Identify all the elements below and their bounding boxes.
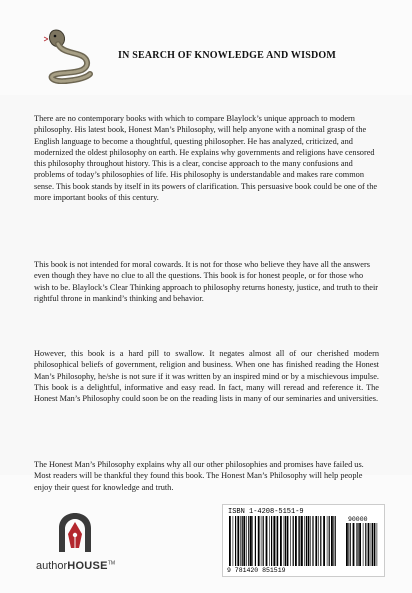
cobra-snake-icon xyxy=(42,22,94,84)
pen-nib-arch-icon xyxy=(55,512,95,554)
blurb-paragraph-4: The Honest Man’s Philosophy explains why all our other philosophies and promises have failed us. Most readers will be thankful they found this book. The Honest Man’s Philosophy will help people enjoy their quest for knowledge and truth. xyxy=(34,460,364,492)
publisher-trademark: TM xyxy=(107,560,116,567)
blurb-paragraph-2: This book is not intended for moral cowards. It is not for those who believe they have all the answers even though they have no clue to all the questions. This book is for honest people, or for those who wish to be. Blaylock’s Clear Thinking approach to philosophy returns honesty, justice, and truth to their rightful throne in mankind’s thinking and behavior. xyxy=(34,260,379,303)
isbn-barcode xyxy=(222,504,385,577)
barcode-addon-number: 90000 xyxy=(348,516,368,523)
publisher-name-main: HOUSE xyxy=(67,560,108,572)
blurb-paragraph-3: However, this book is a hard pill to swallow. It negates almost all of our cherished modern philosophical beliefs of government, religion and business. When one has finished reading the Honest Man’s Philosophy, he/she is not sure if it was written by an inspired mind or by a mischievous impulse. This book is a delightful, informative and easy read. In fact, many will reread and reference it. The Honest Man’s Philosophy could soon be on the reading lists in many of our seminaries and universities. xyxy=(34,349,379,404)
publisher-name xyxy=(36,560,115,572)
barcode-addon-bars xyxy=(345,523,379,566)
publisher-name-prefix: author xyxy=(36,560,68,572)
isbn-number: ISBN 1-4208-5151-9 xyxy=(228,508,304,516)
barcode-bars xyxy=(228,516,338,566)
cover-title: IN SEARCH OF KNOWLEDGE AND WISDOM xyxy=(118,50,337,61)
blurb-paragraph-1: There are no contemporary books with which to compare Blaylock’s unique approach to modern philosophy. His latest book, Honest Man’s Philosophy, will help anyone with a nominal grasp of the English language to become a thoughtful, questing philosopher. He has analyzed, criticized, and modernized the oldest philosophy on earth. He explains why governments and religions have censored this philosophy throughout history. This is a clear, concise approach to the many confusions and problems of today’s philosophies of life. His philosophy is understandable and makes rare common sense. This book stands by itself in its powers of clarification. This persuasive book could be one of the more important books of this century. xyxy=(34,114,378,203)
ean-number: 9 781420 851519 xyxy=(227,567,286,574)
